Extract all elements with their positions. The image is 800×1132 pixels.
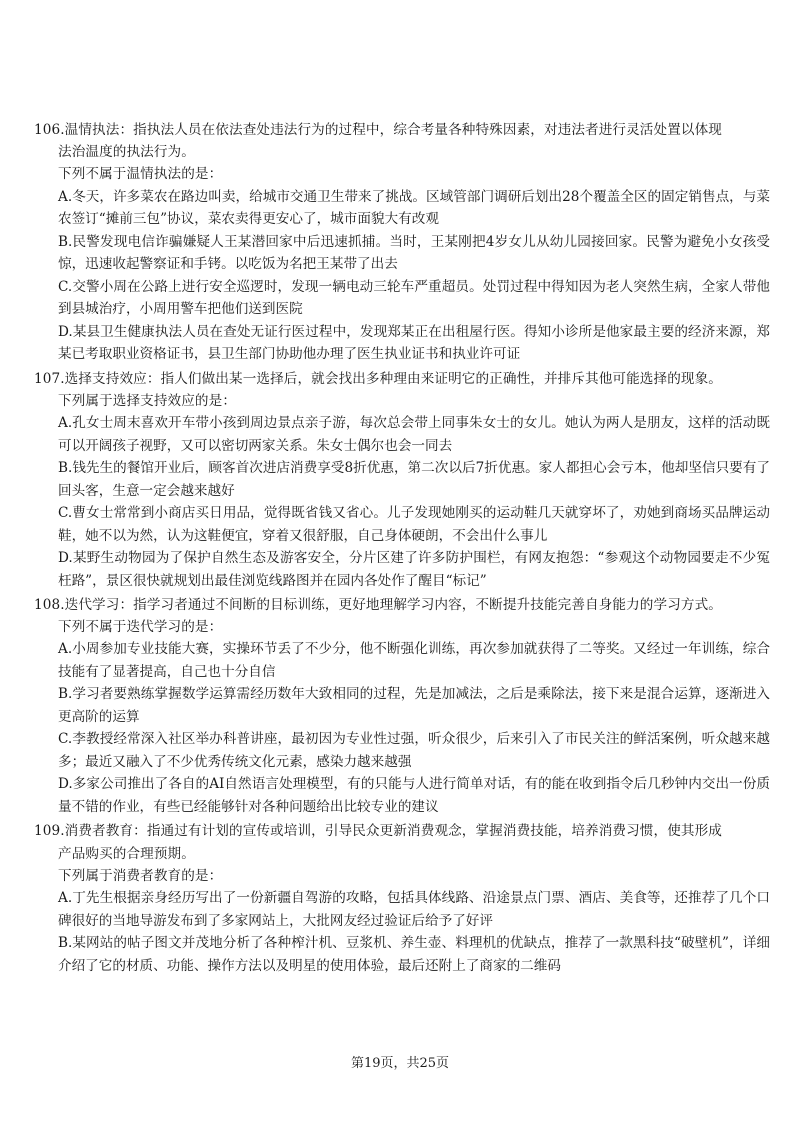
option-text: A.小周参加专业技能大赛，实操环节丢了不少分，他不断强化训练，再次参加就获得了二等奖。又经过一年训练，综合技能有了显著提高，自己也十分自信 — [58, 641, 770, 680]
question-definition — [34, 368, 774, 390]
question-106 — [34, 119, 774, 366]
question-prompt: 下列不属于迭代学习的是： — [58, 619, 223, 636]
definition-text: 迭代学习：指学习者通过不间断的目标训练，更好地理解学习内容，不断提升技能完善自身能力的学习方式。 — [64, 597, 722, 614]
option-d[interactable] — [34, 547, 774, 592]
question-109 — [34, 820, 774, 977]
option-c[interactable] — [34, 502, 774, 547]
option-text: B.学习者要熟练掌握数学运算需经历数年大致相同的过程，先是加减法，之后是乘除法，接下来是混合运算，逐渐进入更高阶的运算 — [58, 686, 770, 725]
option-text: D.某县卫生健康执法人员在查处无证行医过程中，发现郑某正在出租屋行医。得知小诊所是他家最主要的经济来源，郑某已考取职业资格证书，县卫生部门协助他办理了医生执业证书和执业许可证 — [58, 323, 770, 363]
definition-text: 温情执法：指执法人员在依法查处违法行为的过程中，综合考量各种特殊因素，对违法者进行灵活处置以体现 — [64, 122, 722, 138]
option-text: B.某网站的帖子图文并茂地分析了各种榨汁机、豆浆机、养生壶、料理机的优缺点，推荐了一款黑科技“破壁机”，详细介绍了它的材质、功能、操作方法以及明星的使用体验，最后还附上了商家的二维码 — [58, 935, 770, 974]
option-text: C.交警小周在公路上进行安全巡逻时，发现一辆电动三轮车严重超员。处罚过程中得知因为老人突然生病，全家人带他到县城治疗，小周用警车把他们送到医院 — [58, 278, 770, 318]
option-text: D.某野生动物园为了保护自然生态及游客安全，分片区建了许多防护围栏，有网友抱怨：“参观这个动物园要走不少冤枉路”，景区很快就规划出最佳浏览线路图并在园内各处作了醒目“标记” — [58, 550, 770, 589]
option-text: B.钱先生的餐馆开业后，顾客首次进店消费享受8折优惠，第二次以后7折优惠。家人都担心会亏本，他却坚信只要有了回头客，生意一定会越来越好 — [58, 460, 770, 499]
page-number-footer: 第19页，共25页 — [350, 1056, 450, 1071]
definition-continuation: 产品购买的合理预期。 — [58, 845, 195, 862]
question-definition — [34, 820, 774, 842]
option-text: B.民警发现电信诈骗嫌疑人王某潜回家中后迅速抓捕。当时，王某刚把4岁女儿从幼儿园接回家。民警为避免小女孩受惊，迅速收起警察证和手铐。以吃饭为名把王某带了出去 — [58, 233, 770, 273]
option-text: C.李教授经常深入社区举办科普讲座，最初因为专业性过强，听众很少，后来引入了市民关注的鲜活案例，听众越来越多；最近又融入了不少优秀传统文化元素，感染力越来越强 — [58, 731, 770, 770]
question-definition — [34, 119, 774, 141]
definition-text: 选择支持效应：指人们做出某一选择后，就会找出多种理由来证明它的正确性，并排斥其他可能选择的现象。 — [64, 370, 722, 387]
option-b[interactable] — [34, 457, 774, 502]
definition-continuation: 法治温度的执法行为。 — [58, 144, 195, 161]
option-text: A.孔女士周末喜欢开车带小孩到周边景点亲子游，每次总会带上同事朱女士的女儿。她认为两人是朋友，这样的活动既可以开阔孩子视野，又可以密切两家关系。朱女士偶尔也会一同去 — [58, 415, 770, 454]
option-c[interactable] — [34, 728, 774, 773]
option-b[interactable] — [34, 231, 774, 276]
question-108 — [34, 594, 774, 818]
option-a[interactable] — [34, 638, 774, 683]
option-text: D.多家公司推出了各自的AI自然语言处理模型，有的只能与人进行简单对话，有的能在收到指令后几秒钟内交出一份质量不错的作业，有些已经能够针对各种问题给出比较专业的建议 — [58, 776, 770, 815]
option-a[interactable] — [34, 186, 774, 231]
option-a[interactable] — [34, 412, 774, 457]
option-text: A.冬天，许多菜农在路边叫卖，给城市交通卫生带来了挑战。区域管部门调研后划出28个覆盖全区的固定销售点，与菜农签订“摊前三包”协议，菜农卖得更安心了，城市面貌大有改观 — [58, 188, 770, 228]
question-number: 109. — [34, 823, 65, 840]
question-definition — [34, 594, 774, 616]
question-list — [34, 119, 774, 979]
question-107 — [34, 368, 774, 592]
option-b[interactable] — [34, 932, 774, 977]
question-prompt: 下列不属于温情执法的是： — [58, 166, 223, 183]
option-c[interactable] — [34, 276, 774, 321]
option-text: A.丁先生根据亲身经历写出了一份新疆自驾游的攻略，包括具体线路、沿途景点门票、酒店、美食等，还推荐了几个口碑很好的当地导游发布到了多家网站上，大批网友经过验证后给予了好评 — [58, 890, 770, 929]
option-a[interactable] — [34, 887, 774, 932]
question-number: 108. — [34, 597, 65, 614]
question-prompt: 下列属于选择支持效应的是： — [58, 392, 237, 409]
option-text: C.曹女士常常到小商店买日用品，觉得既省钱又省心。儿子发现她刚买的运动鞋几天就穿坏了，劝她到商场买品牌运动鞋，她不以为然，认为这鞋便宜，穿着又很舒服，自己身体硬朗，不会出什么事儿 — [58, 505, 770, 544]
option-b[interactable] — [34, 683, 774, 728]
question-number: 106. — [34, 122, 65, 138]
option-d[interactable] — [34, 321, 774, 366]
option-d[interactable] — [34, 773, 774, 818]
question-number: 107. — [34, 370, 65, 387]
question-prompt: 下列属于消费者教育的是： — [58, 867, 223, 884]
definition-text: 消费者教育：指通过有计划的宣传或培训，引导民众更新消费观念，掌握消费技能，培养消费习惯，使其形成 — [64, 823, 722, 840]
